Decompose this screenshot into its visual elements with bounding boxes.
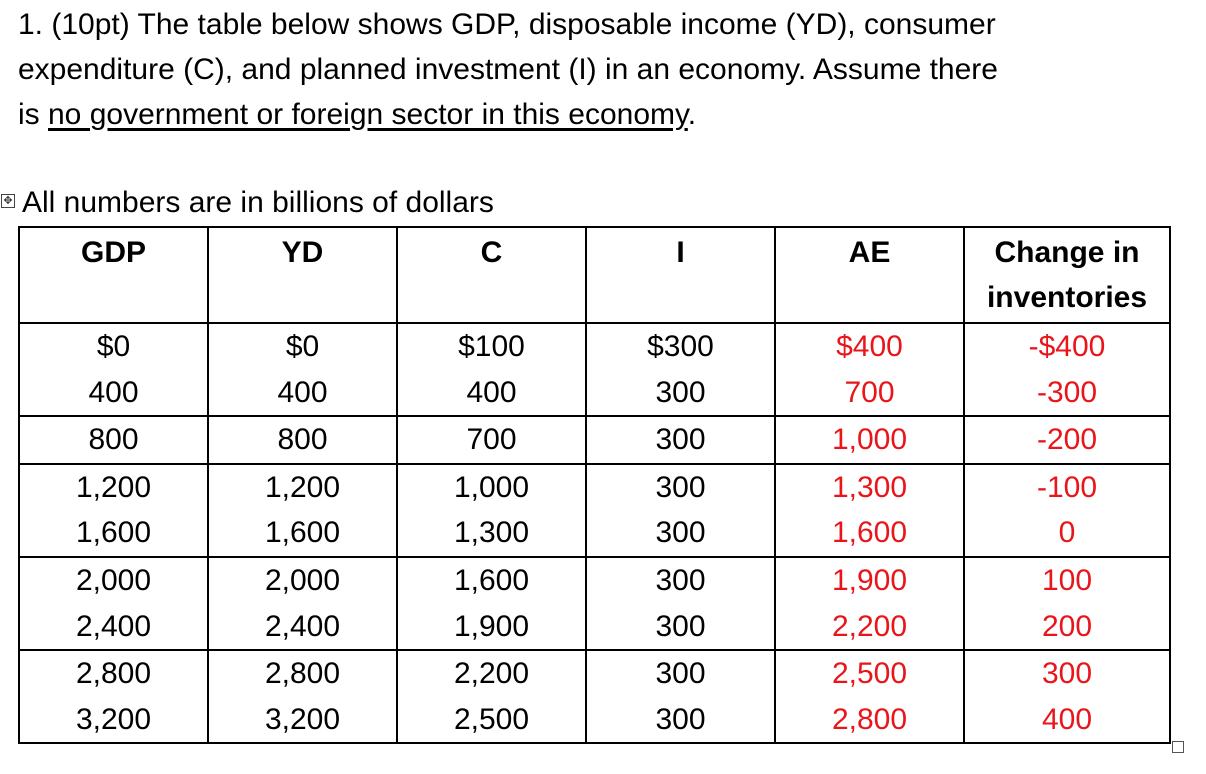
header-yd: YD [208,227,397,323]
question-text [18,2,1188,137]
header-change-line-1: Change in [994,236,1140,269]
cell-c: 2,500 [397,697,586,744]
question-line-1: 1. (10pt) The table below shows GDP, disposable income (YD), consumer [18,8,996,41]
cell-change: 300 [964,650,1170,697]
cell-gdp: $0 [19,323,208,370]
cell-yd: 3,200 [208,697,397,744]
move-arrows-icon[interactable]: ✥ [1,194,15,208]
question-line-3-prefix: is [18,98,48,131]
cell-i: 300 [586,650,775,697]
cell-i: 300 [586,697,775,744]
table-row [19,557,1170,604]
cell-ae: 2,500 [775,650,964,697]
cell-gdp: 2,000 [19,557,208,604]
cell-c: 400 [397,370,586,417]
cell-c: 1,600 [397,557,586,604]
cell-change: 100 [964,557,1170,604]
cell-ae: $400 [775,323,964,370]
cell-yd: 800 [208,416,397,464]
table-row [19,464,1170,511]
cell-gdp: 800 [19,416,208,464]
cell-c: 700 [397,416,586,464]
cell-i: 300 [586,464,775,511]
table-row [19,370,1170,417]
table-note: All numbers are in billions of dollars [22,186,494,219]
cell-yd: 2,000 [208,557,397,604]
cell-yd: 400 [208,370,397,417]
cell-i: $300 [586,323,775,370]
cell-yd: $0 [208,323,397,370]
header-ae: AE [775,227,964,323]
cell-i: 300 [586,370,775,417]
cell-i: 300 [586,604,775,651]
table-header-row [19,227,1170,323]
cell-yd: 1,200 [208,464,397,511]
cell-i: 300 [586,416,775,464]
cell-gdp: 1,200 [19,464,208,511]
header-gdp: GDP [19,227,208,323]
cell-yd: 1,600 [208,510,397,557]
cell-yd: 2,800 [208,650,397,697]
cell-c: 1,900 [397,604,586,651]
table-row [19,323,1170,370]
cell-gdp: 400 [19,370,208,417]
cell-change: 0 [964,510,1170,557]
cell-ae: 1,900 [775,557,964,604]
resize-square-icon[interactable] [1172,741,1184,753]
header-i: I [586,227,775,323]
cell-change: -100 [964,464,1170,511]
cell-ae: 1,300 [775,464,964,511]
question-line-3 [18,92,1188,137]
cell-c: 1,300 [397,510,586,557]
cell-gdp: 2,400 [19,604,208,651]
data-table [18,226,1171,744]
table-row [19,604,1170,651]
cell-i: 300 [586,510,775,557]
question-line-3-suffix: . [687,98,697,131]
cell-change: 400 [964,697,1170,744]
cell-ae: 2,800 [775,697,964,744]
cell-c: 1,000 [397,464,586,511]
table-row [19,416,1170,464]
table-row [19,650,1170,697]
header-change-line-2: inventories [986,281,1148,314]
question-line-2: expenditure (C), and planned investment (I) in an economy. Assume there [18,53,998,86]
cell-gdp: 3,200 [19,697,208,744]
cell-change: 200 [964,604,1170,651]
cell-ae: 1,000 [775,416,964,464]
cell-yd: 2,400 [208,604,397,651]
cell-i: 300 [586,557,775,604]
cell-ae: 2,200 [775,604,964,651]
cell-c: $100 [397,323,586,370]
header-change-in-inventories [964,227,1170,323]
table-row [19,697,1170,744]
cell-change: -300 [964,370,1170,417]
cell-change: -200 [964,416,1170,464]
table-row [19,510,1170,557]
cell-ae: 700 [775,370,964,417]
cell-change: -$400 [964,323,1170,370]
cell-gdp: 1,600 [19,510,208,557]
question-underlined-text: no government or foreign sector in this economy [48,98,688,131]
cell-ae: 1,600 [775,510,964,557]
cell-gdp: 2,800 [19,650,208,697]
header-c: C [397,227,586,323]
cell-c: 2,200 [397,650,586,697]
